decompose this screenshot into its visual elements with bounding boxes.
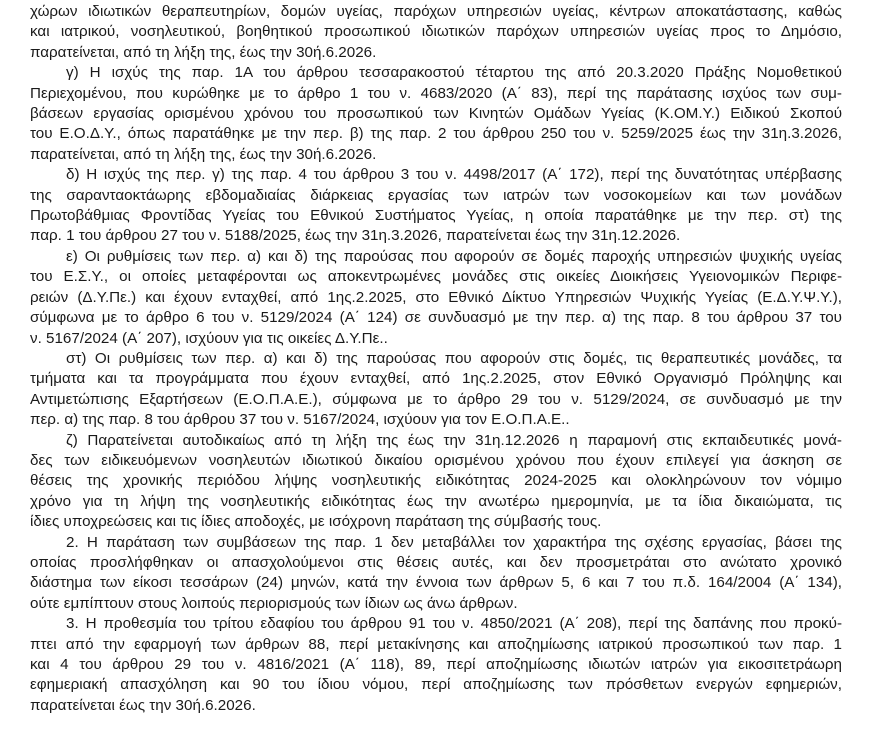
paragraph-para-3 [30, 614, 842, 716]
text-line: χρόνο για τη λήψη της νοσηλευτικής ειδικότητας έως την ανωτέρω ημερομηνία, με τα ίδια δικαιώματα, τις [30, 492, 842, 510]
text-line: πτει από την εφαρμογή των άρθρων 88, περί μετακίνησης και αποζημίωσης ιατρικού προσωπικού των παρ. 1 [30, 635, 842, 653]
text-line: 2. Η παράταση των συμβάσεων της παρ. 1 δεν μεταβάλλει τον χαρακτήρα της σχέσης εργασίας, βάσει της [66, 533, 842, 551]
text-line: βάσεων εργασίας ορισμένου χρόνου του προσωπικού των Κινητών Ομάδων Υγείας (Κ.ΟΜ.Υ.) Ειδικού Σκοπού [30, 105, 842, 123]
text-line: διάστημα των είκοσι τεσσάρων (24) μηνών, κατά την έννοια των άρθρων 5, 6 και 7 του π.δ. 164/2004 (Α΄ 134), [30, 574, 842, 592]
text-line: ζ) Παρατείνεται αυτοδικαίως από τη λήξη της έως την 31η.12.2026 η παραμονή στις εκπαιδευτικές μονά- [66, 431, 842, 449]
text-line: και ιατρικού, νοσηλευτικού, βοηθητικού προσωπικού ιδιωτικών παρόχων υπηρεσιών υγείας προς το Δημόσιο, [30, 23, 842, 41]
text-line: περ. α) της παρ. 8 του άρθρου 37 του ν. 5167/2024, ισχύουν για τον Ε.Ο.Π.Α.Ε.. [30, 411, 570, 429]
paragraph-para-2 [30, 533, 842, 615]
text-line: παρατείνεται, από τη λήξη της, έως την 30ή.6.2026. [30, 145, 377, 163]
paragraph-continuation [30, 2, 842, 63]
paragraph-item-epsilon [30, 247, 842, 349]
text-line: του Ε.Σ.Υ., οι οποίες μεταφέρονται ως αποκεντρωμένες μονάδες στις οικείες Διοικήσεις Υγειονομικών Περιφε- [30, 268, 842, 286]
text-line: στ) Οι ρυθμίσεις των περ. α) και δ) της παρούσας που αφορούν στις δομές, τις θεραπευτικές μονάδες, τα [66, 349, 842, 367]
paragraph-item-st [30, 349, 842, 431]
text-line: ν. 5167/2024 (Α΄ 207), ισχύουν για τις οικείες Δ.Υ.Πε.. [30, 329, 388, 347]
text-line: ρειών (Δ.Υ.Πε.) και έχουν ενταχθεί, από 1ης.2.2025, στο Εθνικό Δίκτυο Υπηρεσιών Ψυχικής Υγείας (Ε.Δ.Υ.Ψ.Υ.), [30, 288, 842, 306]
text-line: θέσεις της χρονικής περιόδου λήψης νοσηλευτικής ειδικότητας 2024-2025 και ολοκληρώνουν τον νόμιμο [30, 472, 842, 490]
text-line: οποίας προσλήφθηκαν οι απασχολούμενοι στις θέσεις αυτές, και δεν προσμετράται στο ανώτατο χρονικό [30, 553, 842, 571]
text-line: παρατείνεται έως την 30ή.6.2026. [30, 696, 256, 714]
text-line: χώρων ιδιωτικών θεραπευτηρίων, δομών υγείας, παρόχων υπηρεσιών υγείας, κέντρων αποκατάστασης, καθώς [30, 3, 842, 20]
text-line: Πρωτοβάθμιας Φροντίδας Υγείας του Εθνικού Συστήματος Υγείας, η οποία παρατάθηκε με την περ. στ) της [30, 207, 842, 225]
text-line: παρ. 1 του άρθρου 27 του ν. 5188/2025, έως την 31η.3.2026, παρατείνεται έως την 31η.12.2026. [30, 227, 681, 245]
text-line: σύμφωνα με το άρθρο 6 του ν. 5129/2024 (Α΄ 124) σε συνδυασμό με την περ. α) της παρ. 8 του άρθρου 37 του [30, 309, 842, 327]
text-line: της σαρανταοκτάωρης εβδομαδιαίας διάρκειας εργασίας των ιατρών των νοσοκομείων και των μονάδων [30, 186, 842, 204]
text-line: ε) Οι ρυθμίσεις των περ. α) και δ) της παρούσας που αφορούν σε δομές παροχής υπηρεσιών ψυχικής υγείας [66, 247, 842, 265]
paragraph-item-zeta [30, 431, 842, 533]
text-line: 3. Η προθεσμία του τρίτου εδαφίου του άρθρου 91 του ν. 4850/2021 (Α΄ 208), περί της δαπάνης που προκύ- [66, 615, 842, 633]
text-line: δες των ειδικευόμενων νοσηλευτών ιδιωτικού δικαίου ορισμένου χρόνου που έχουν επιλεγεί για άσκηση σε [30, 451, 842, 469]
text-line: γ) Η ισχύς της παρ. 1Α του άρθρου τεσσαρακοστού τέταρτου της από 20.3.2020 Πράξης Νομοθετικού [66, 64, 842, 82]
text-line: Αντιμετώπισης Εξαρτήσεων (Ε.Ο.Π.Α.Ε.), σύμφωνα με το άρθρο 29 του ν. 5129/2024, σε συνδυασμό με την [30, 390, 842, 408]
text-line: του Ε.Ο.Δ.Υ., όπως παρατάθηκε με την περ. β) της παρ. 2 του άρθρου 250 του ν. 5259/2025 έως την 31η.3.2026, [30, 125, 842, 143]
text-line: Περιεχομένου, που κυρώθηκε με το άρθρο 1 του ν. 4683/2020 (Α΄ 83), περί της παράτασης ισχύος των συμ- [30, 84, 842, 102]
text-line: και 4 του άρθρου 29 του ν. 4816/2021 (Α΄ 118), 89, περί αποζημίωσης ιδιωτών ιατρών για εικοσιτετράωρη [30, 656, 842, 673]
text-line: παρατείνεται, από τη λήξη της, έως την 30ή.6.2026. [30, 43, 377, 61]
paragraph-item-gamma [30, 63, 842, 165]
text-line: τμήματα και τα προγράμματα που έχουν ενταχθεί, από 1ης.2.2025, στον Εθνικό Οργανισμό Πρόληψης και [30, 370, 842, 388]
paragraph-item-delta [30, 165, 842, 247]
text-line: ούτε εμπίπτουν στους λοιπούς περιορισμούς των ίδιων ως άνω άρθρων. [30, 594, 518, 612]
text-line: εφημεριακή απασχόληση και 90 του ίδιου νόμου, περί αποζημίωσης των πρόσθετων ενεργών εφημεριών, [30, 676, 842, 694]
text-line: δ) Η ισχύς της περ. γ) της παρ. 4 του άρθρου 3 του ν. 4498/2017 (Α΄ 172), περί της δυνατότητας υπέρβασης [66, 166, 842, 184]
text-line: ίδιες υποχρεώσεις και τις ίδιες αποδοχές, με ισόχρονη παράταση της σύμβασής τους. [30, 513, 602, 531]
